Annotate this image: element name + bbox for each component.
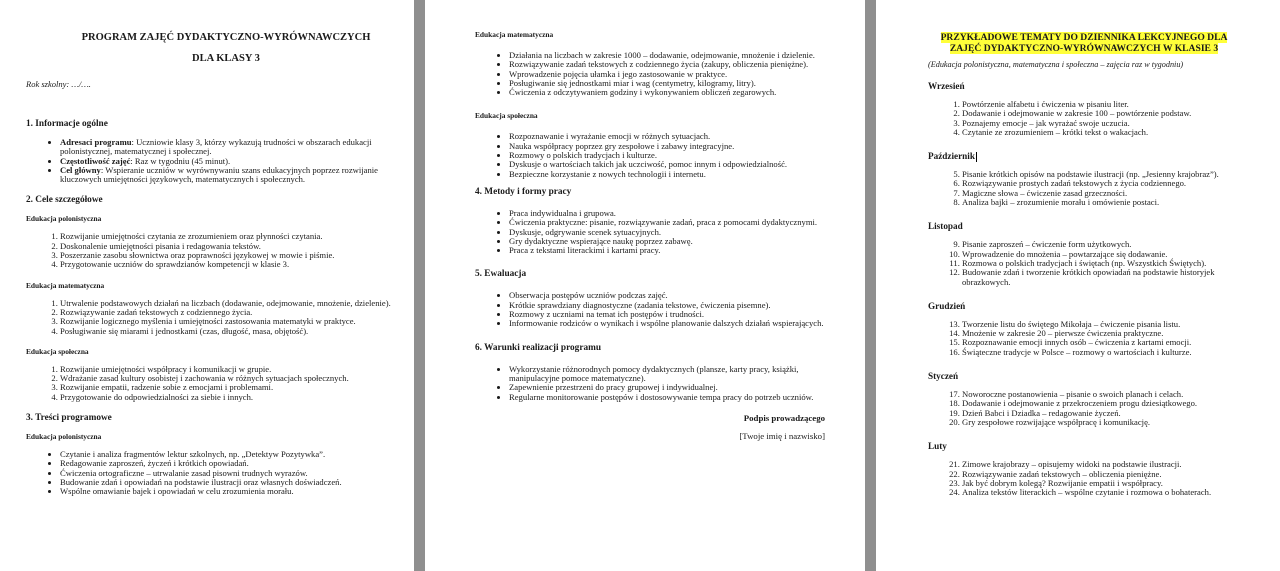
list-item: 19. Dzień Babci i Dziadka – redagowanie życzeń.	[962, 409, 1240, 418]
list-item: • Regularne monitorowanie postępów i dostosowywanie tempa pracy do potrzeb uczniów.	[509, 393, 825, 402]
list-item: • Budowanie zdań i opowiadań na podstawie ilustracji oraz własnych doświadczeń.	[60, 478, 396, 487]
text-cursor	[976, 152, 977, 162]
document-page-2	[425, 0, 865, 571]
list-item: 4. Przygotowanie do odpowiedzialności za siebie i innych.	[60, 393, 396, 402]
list-item: • Nauka współpracy poprzez gry zespołowe i zabawy integracyjne.	[509, 142, 825, 151]
list-item: 24. Analiza tekstów literackich – wspólne czytanie i rozmowa o bohaterach.	[962, 488, 1240, 497]
month-heading: Październik	[928, 151, 975, 162]
list-item: 3. Poznajemy emocje – jak wyrażać swoje uczucia.	[962, 119, 1240, 128]
list-item: 3. Rozwijanie empatii, radzenie sobie z emocjami i problemami.	[60, 383, 396, 392]
document-page-1	[0, 0, 414, 571]
list-item: 18. Dodawanie i odejmowanie z przekroczeniem progu dziesiątkowego.	[962, 399, 1240, 408]
list-item: • Wykorzystanie różnorodnych pomocy dydaktycznych (plansze, karty pracy, książki, manipulacyjne pomoce matematyczne).	[509, 365, 825, 384]
content-social-list	[475, 132, 825, 178]
month-heading: Styczeń	[928, 371, 959, 382]
month-heading: Listopad	[928, 221, 963, 232]
section-heading-3: 3. Treści programowe	[26, 413, 112, 424]
list-item: 10. Wprowadzenie do mnożenia – powtarzające się dodawanie.	[962, 250, 1240, 259]
list-item: 1. Utrwalenie podstawowych działań na liczbach (dodawanie, odejmowanie, mnożenie, dzielenie).	[60, 299, 396, 308]
list-item: • Ćwiczenia z odczytywaniem godziny i wykonywaniem obliczeń zegarowych.	[509, 88, 825, 97]
section-heading-2: 2. Cele szczegółowe	[26, 195, 103, 206]
list-item: • Bezpieczne korzystanie z nowych technologii i internetu.	[509, 170, 825, 179]
section-heading-5: 5. Ewaluacja	[475, 269, 527, 280]
subsection-heading: Edukacja matematyczna	[26, 280, 105, 290]
goals-polonistic-list	[26, 232, 396, 269]
general-info-list	[26, 138, 396, 184]
topics-title-line2: ZAJĘĆ DYDAKTYCZNO-WYRÓWNAWCZYCH W KLASIE 3	[949, 43, 1219, 54]
list-item: 20. Gry zespołowe rozwijające współpracę i komunikację.	[962, 418, 1240, 427]
list-item: 4. Przygotowanie uczniów do sprawdzianów kompetencji w klasie 3.	[60, 260, 396, 269]
program-title: PROGRAM ZAJĘĆ DYDAKTYCZNO-WYRÓWNAWCZYCH	[81, 32, 371, 43]
document-page-3	[876, 0, 1280, 571]
methods-list	[475, 209, 825, 255]
list-item: 3. Poszerzanie zasobu słownictwa oraz poprawności językowej w mowie i piśmie.	[60, 251, 396, 260]
subsection-heading: Edukacja matematyczna	[475, 30, 554, 39]
list-item: • Praca indywidualna i grupowa.	[509, 209, 825, 218]
list-item: • Rozpoznawanie i wyrażanie emocji w różnych sytuacjach.	[509, 132, 825, 141]
list-item: 22. Rozwiązywanie zadań tekstowych – obliczenia pieniężne.	[962, 470, 1240, 479]
list-item: 17. Noworoczne postanowienia – pisanie o swoich planach i celach.	[962, 390, 1240, 399]
list-item: 23. Jak być dobrym kolegą? Rozwijanie empatii i współpracy.	[962, 479, 1240, 488]
list-item: • Częstotliwość zajęć: Raz w tygodniu (45 minut).	[60, 157, 396, 166]
months-container	[928, 81, 1240, 511]
list-item: 1. Rozwijanie umiejętności współpracy i komunikacji w grupie.	[60, 365, 396, 374]
subsection-heading: Edukacja społeczna	[475, 111, 538, 121]
month-heading: Grudzień	[928, 300, 966, 311]
list-item: • Redagowanie zaproszeń, życzeń i krótkich opowiadań.	[60, 459, 396, 468]
school-year: Rok szkolny: …/….	[26, 79, 91, 89]
month-heading: Wrzesień	[928, 81, 965, 91]
list-item: 6. Rozwiązywanie prostych zadań tekstowych z życia codziennego.	[962, 179, 1240, 188]
list-item: 15. Rozpoznawanie emocji innych osób – ćwiczenia z kartami emocji.	[962, 338, 1240, 347]
topics-title: PRZYKŁADOWE TEMATY DO DZIENNIKA LEKCYJNEGO DLA	[940, 32, 1228, 43]
list-item: 21. Zimowe krajobrazy – opisujemy widoki na podstawie ilustracji.	[962, 460, 1240, 469]
list-item: • Obserwacja postępów uczniów podczas zajęć.	[509, 291, 825, 300]
signature-label: Podpis prowadzącego	[743, 412, 825, 423]
list-item: • Wspólne omawianie bajek i opowiadań w celu zrozumienia morału.	[60, 487, 396, 496]
subsection-heading: Edukacja polonistyczna	[26, 432, 102, 442]
list-item: • Czytanie i analiza fragmentów lektur szkolnych, np. „Detektyw Pozytywka”.	[60, 450, 396, 459]
list-item: • Praca z tekstami literackimi i kartami pracy.	[509, 246, 825, 255]
month-topics-list	[928, 170, 1240, 207]
list-item: • Adresaci programu: Uczniowie klasy 3, którzy wykazują trudności w obszarach edukacji polonistycznej, matematycznej i społecznej.	[60, 138, 396, 157]
conditions-list	[475, 365, 825, 402]
list-item: 3. Rozwijanie logicznego myślenia i umiejętności zastosowania matematyki w praktyce.	[60, 317, 396, 326]
list-item: 1. Rozwijanie umiejętności czytania ze zrozumieniem oraz płynności czytania.	[60, 232, 396, 241]
list-item: 2. Rozwiązywanie zadań tekstowych z codziennego życia.	[60, 308, 396, 317]
list-item: 4. Czytanie ze zrozumieniem – krótki tekst o wakacjach.	[962, 128, 1240, 137]
list-item: • Dyskusje o wartościach takich jak uczciwość, pomoc innym i odpowiedzialność.	[509, 160, 825, 169]
list-item: 1. Powtórzenie alfabetu i ćwiczenia w pisaniu liter.	[962, 100, 1240, 109]
list-item: • Rozmowy z uczniami na temat ich postępów i trudności.	[509, 310, 825, 319]
list-item: 4. Posługiwanie się miarami i jednostkami (czas, długość, masa, objętość).	[60, 327, 396, 336]
month-topics-list	[928, 390, 1240, 427]
month-topics-list	[928, 240, 1240, 286]
content-polonistic-list	[26, 450, 396, 496]
list-item: 12. Budowanie zdań i tworzenie krótkich opowiadań na podstawie historyjek obrazkowych.	[962, 268, 1240, 287]
list-item: • Ćwiczenia ortograficzne – utrwalanie zasad pisowni trudnych wyrazów.	[60, 469, 396, 478]
month-topics-list	[928, 100, 1240, 137]
list-item: 9. Pisanie zaproszeń – ćwiczenie form użytkowych.	[962, 240, 1240, 249]
list-item: 2. Doskonalenie umiejętności pisania i redagowania tekstów.	[60, 242, 396, 251]
subsection-heading: Edukacja społeczna	[26, 346, 89, 356]
list-item: 2. Wdrażanie zasad kultury osobistej i zachowania w różnych sytuacjach społecznych.	[60, 374, 396, 383]
list-item: • Posługiwanie się jednostkami miar i wag (centymetry, kilogramy, litry).	[509, 79, 825, 88]
list-item: 14. Mnożenie w zakresie 20 – pierwsze ćwiczenia praktyczne.	[962, 329, 1240, 338]
list-item: • Wprowadzenie pojęcia ułamka i jego zastosowanie w praktyce.	[509, 70, 825, 79]
list-item: • Cel główny: Wspieranie uczniów w wyrównywaniu szans edukacyjnych poprzez rozwijanie kluczowych umiejętności językowych, matematycznych i społecznych.	[60, 166, 396, 185]
list-item: • Rozwiązywanie zadań tekstowych z codziennego życia (zakupy, obliczenia pieniężne).	[509, 60, 825, 69]
list-item: • Informowanie rodziców o wynikach i wspólne planowanie dalszych działań wspierających.	[509, 319, 825, 328]
list-item: 16. Świąteczne tradycje w Polsce – rozmowy o wartościach i kulturze.	[962, 348, 1240, 357]
signature-placeholder: [Twoje imię i nazwisko]	[739, 430, 825, 441]
list-item: 2. Dodawanie i odejmowanie w zakresie 100 – powtórzenie podstaw.	[962, 109, 1240, 118]
list-item: • Zapewnienie przestrzeni do pracy grupowej i indywidualnej.	[509, 383, 825, 392]
month-heading: Luty	[928, 441, 947, 452]
section-heading-4: 4. Metody i formy pracy	[475, 186, 572, 197]
goals-math-list	[26, 299, 396, 336]
list-item: • Rozmowy o polskich tradycjach i kulturze.	[509, 151, 825, 160]
list-item: 13. Tworzenie listu do świętego Mikołaja – ćwiczenie pisania listu.	[962, 320, 1240, 329]
section-heading-1: 1. Informacje ogólne	[26, 119, 108, 129]
list-item: • Dyskusje, odgrywanie scenek sytuacyjnych.	[509, 228, 825, 237]
list-item: • Ćwiczenia praktyczne: pisanie, rozwiązywanie zadań, praca z pomocami dydaktycznymi.	[509, 218, 825, 227]
goals-social-list	[26, 365, 396, 402]
list-item: • Krótkie sprawdziany diagnostyczne (zadania tekstowe, ćwiczenia pisemne).	[509, 301, 825, 310]
list-item: • Gry dydaktyczne wspierające naukę poprzez zabawę.	[509, 237, 825, 246]
month-topics-list	[928, 320, 1240, 357]
list-item: 8. Analiza bajki – zrozumienie morału i omówienie postaci.	[962, 198, 1240, 207]
content-math-list	[475, 51, 825, 97]
month-topics-list	[928, 460, 1240, 497]
section-heading-6: 6. Warunki realizacji programu	[475, 342, 602, 353]
topics-subtitle: (Edukacja polonistyczna, matematyczna i społeczna – zajęcia raz w tygodniu)	[928, 60, 1184, 69]
subsection-heading: Edukacja polonistyczna	[26, 214, 102, 224]
program-subtitle: DLA KLASY 3	[192, 53, 260, 64]
list-item: 5. Pisanie krótkich opisów na podstawie ilustracji (np. „Jesienny krajobraz”).	[962, 170, 1240, 179]
evaluation-list	[475, 291, 825, 328]
list-item: 11. Rozmowa o polskich tradycjach i świętach (np. Wszystkich Świętych).	[962, 259, 1240, 268]
list-item: 7. Magiczne słowa – ćwiczenie zasad grzeczności.	[962, 189, 1240, 198]
list-item: • Działania na liczbach w zakresie 1000 – dodawanie, odejmowanie, mnożenie i dzielenie.	[509, 51, 825, 60]
